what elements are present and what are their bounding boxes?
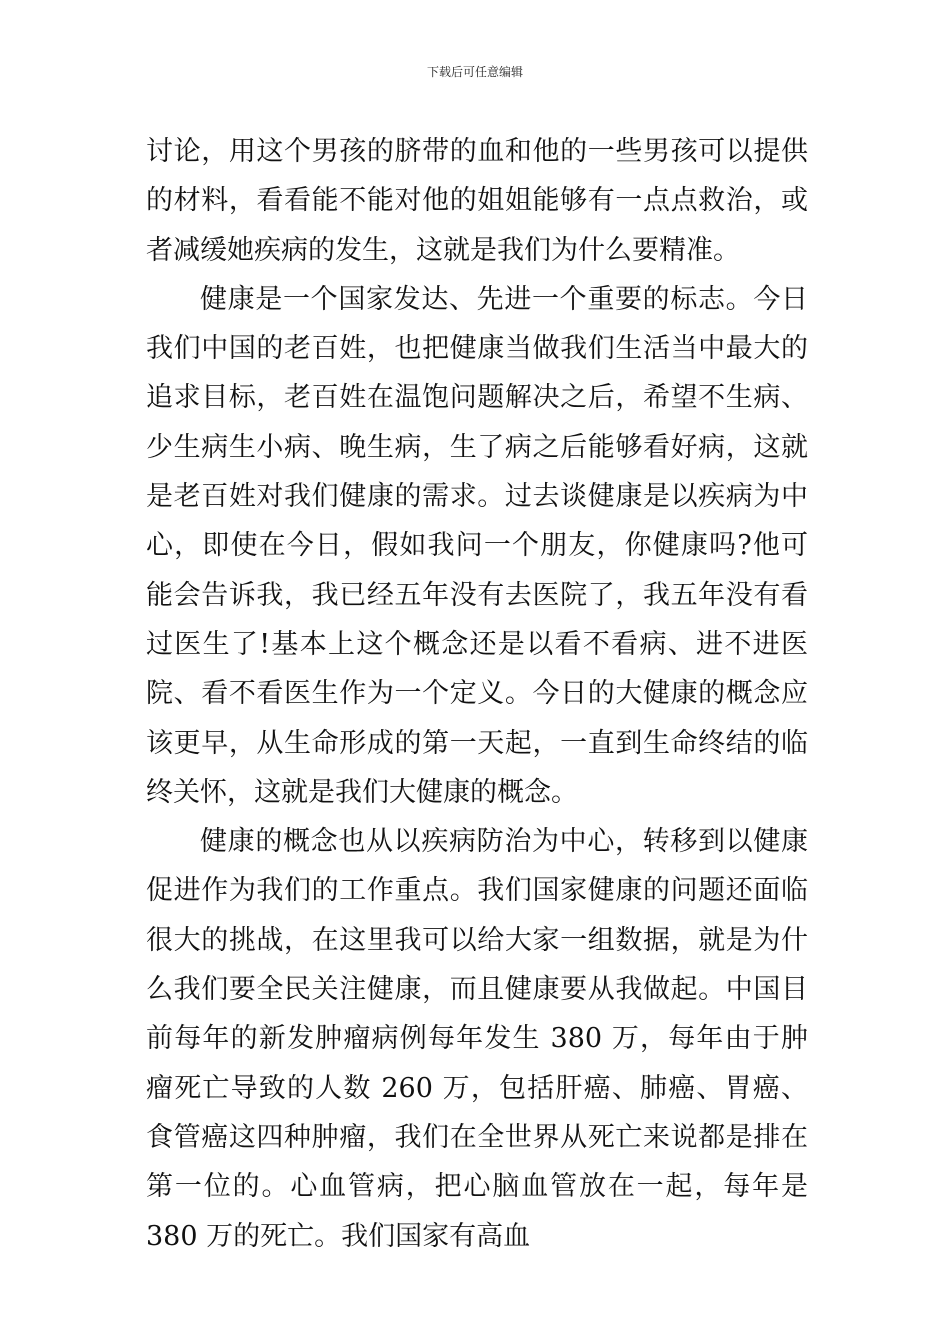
body-text xyxy=(146,127,808,1261)
paragraph-health-statistics: 健康的概念也从以疾病防治为中心，转移到以健康促进作为我们的工作重点。我们国家健康的问题还面临很大的挑战，在这里我可以给大家一组数据，就是为什么我们要全民关注健康，而且健康要从我做起。中国目前每年的新发肿瘤病例每年发生 380 万，每年由于肿瘤死亡导致的人数 260 万，包括肝癌、肺癌、胃癌、食管癌这四种肿瘤，我们在全世界从死亡来说都是排在第一位的。心血管病，把心脑血管放在一起，每年是 380 万的死亡。我们国家有高血 xyxy=(146,826,808,1252)
page-header: 下载后可任意编辑 xyxy=(426,65,523,79)
paragraph-continuation: 讨论，用这个男孩的脐带的血和他的一些男孩可以提供的材料，看看能不能对他的姐姐能够有一点点救治，或者减缓她疾病的发生，这就是我们为什么要精准。 xyxy=(146,136,808,266)
paragraph-health-definition: 健康是一个国家发达、先进一个重要的标志。今日我们中国的老百姓，也把健康当做我们生活当中最大的追求目标，老百姓在温饱问题解决之后，希望不生病、少生病生小病、晚生病，生了病之后能够看好病，这就是老百姓对我们健康的需求。过去谈健康是以疾病为中心，即使在今日，假如我问一个朋友，你健康吗?他可能会告诉我，我已经五年没有去医院了，我五年没有看过医生了!基本上这个概念还是以看不看病、进不进医院、看不看医生作为一个定义。今日的大健康的概念应该更早，从生命形成的第一天起，一直到生命终结的临终关怀，这就是我们大健康的概念。 xyxy=(146,283,808,808)
